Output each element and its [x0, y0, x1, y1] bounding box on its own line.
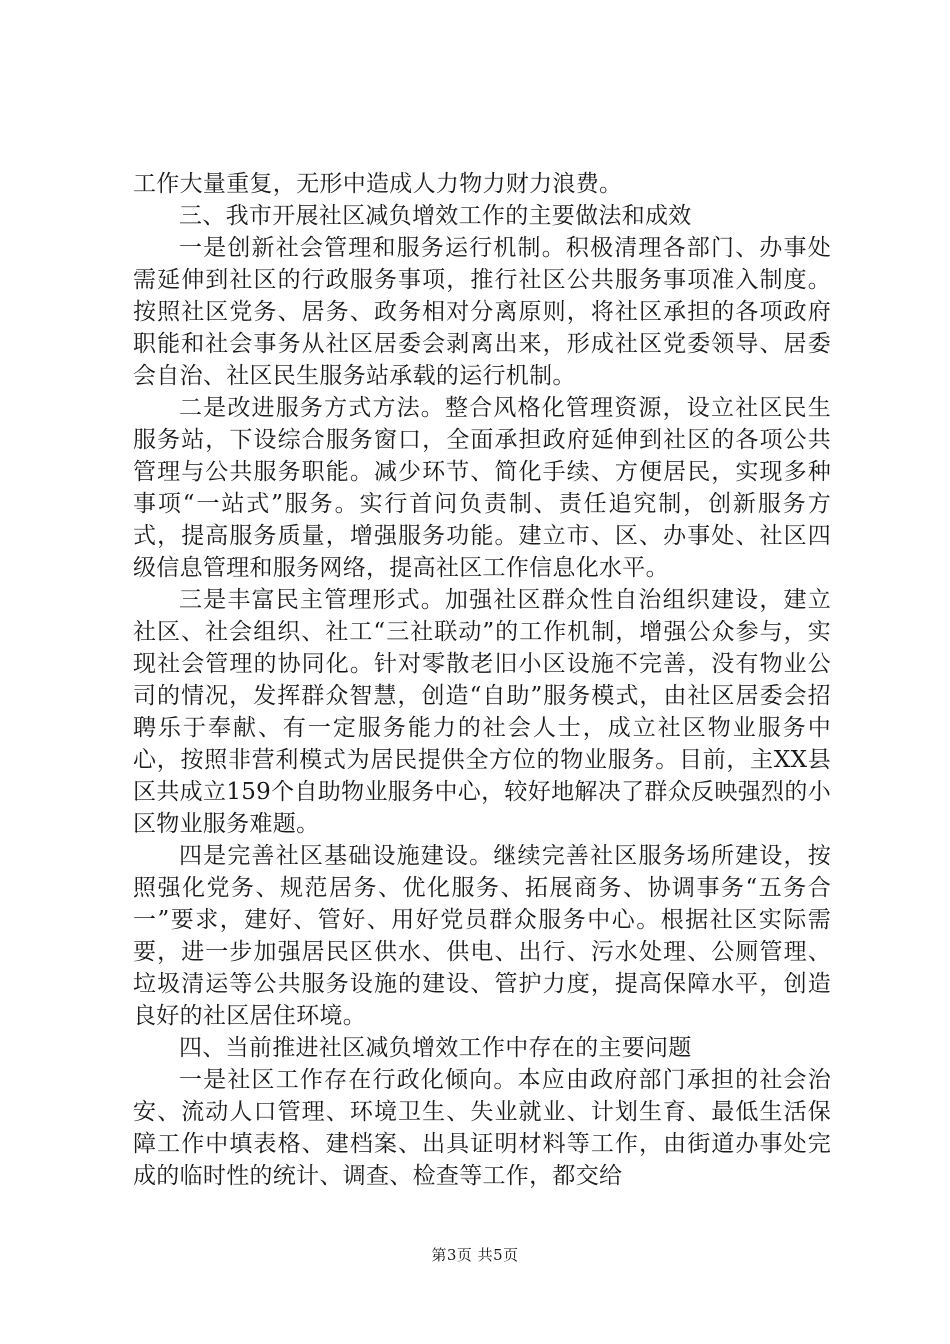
paragraph-continuation: 工作大量重复，无形中造成人力物力财力浪费。 [133, 171, 623, 197]
section-heading-3: 三、我市开展社区减负增效工作的主要做法和成效 [179, 203, 692, 229]
paragraph-item-1: 一是创新社会管理和服务运行机制。积极清理各部门、办事处需延伸到社区的行政服务事项，推行社区公共服务事项准入制度。按照社区党务、居务、政务相对分离原则，将社区承担的各项政府职能和社会事务从社区居委会剥离出来，形成社区党委领导、居委会自治、社区民生服务站承载的运行机制。 [133, 235, 831, 389]
section-heading-4: 四、当前推进社区减负增效工作中存在的主要问题 [179, 1035, 692, 1061]
paragraph-item-4: 四是完善社区基础设施建设。继续完善社区服务场所建设，按照强化党务、规范居务、优化服务、拓展商务、协调事务“五务合一”要求，建好、管好、用好党员群众服务中心。根据社区实际需要，进一步加强居民区供水、供电、出行、污水处理、公厕管理、垃圾清运等公共服务设施的建设、管护力度，提高保障水平，创造良好的社区居住环境。 [133, 843, 831, 1029]
document-body [133, 168, 831, 1192]
paragraph-item-2: 二是改进服务方式方法。整合风格化管理资源，设立社区民生服务站，下设综合服务窗口，全面承担政府延伸到社区的各项公共管理与公共服务职能。减少环节、简化手续、方便居民，实现多种事项“一站式”服务。实行首问负责制、责任追究制，创新服务方式，提高服务质量，增强服务功能。建立市、区、办事处、社区四级信息管理和服务网络，提高社区工作信息化水平。 [133, 395, 831, 581]
page-number-footer: 第3页 共5页 [431, 1246, 519, 1264]
paragraph-problem-1: 一是社区工作存在行政化倾向。本应由政府部门承担的社会治安、流动人口管理、环境卫生、失业就业、计划生育、最低生活保障工作中填表格、建档案、出具证明材料等工作，由街道办事处完成的临时性的统计、调查、检查等工作，都交给 [133, 1067, 831, 1189]
paragraph-item-3: 三是丰富民主管理形式。加强社区群众性自治组织建设，建立社区、社会组织、社工“三社联动”的工作机制，增强公众参与，实现社会管理的协同化。针对零散老旧小区设施不完善，没有物业公司的情况，发挥群众智慧，创造“自助”服务模式，由社区居委会招聘乐于奉献、有一定服务能力的社会人士，成立社区物业服务中心，按照非营利模式为居民提供全方位的物业服务。目前，主XX县区共成立159个自助物业服务中心，较好地解决了群众反映强烈的小区物业服务难题。 [133, 587, 831, 837]
